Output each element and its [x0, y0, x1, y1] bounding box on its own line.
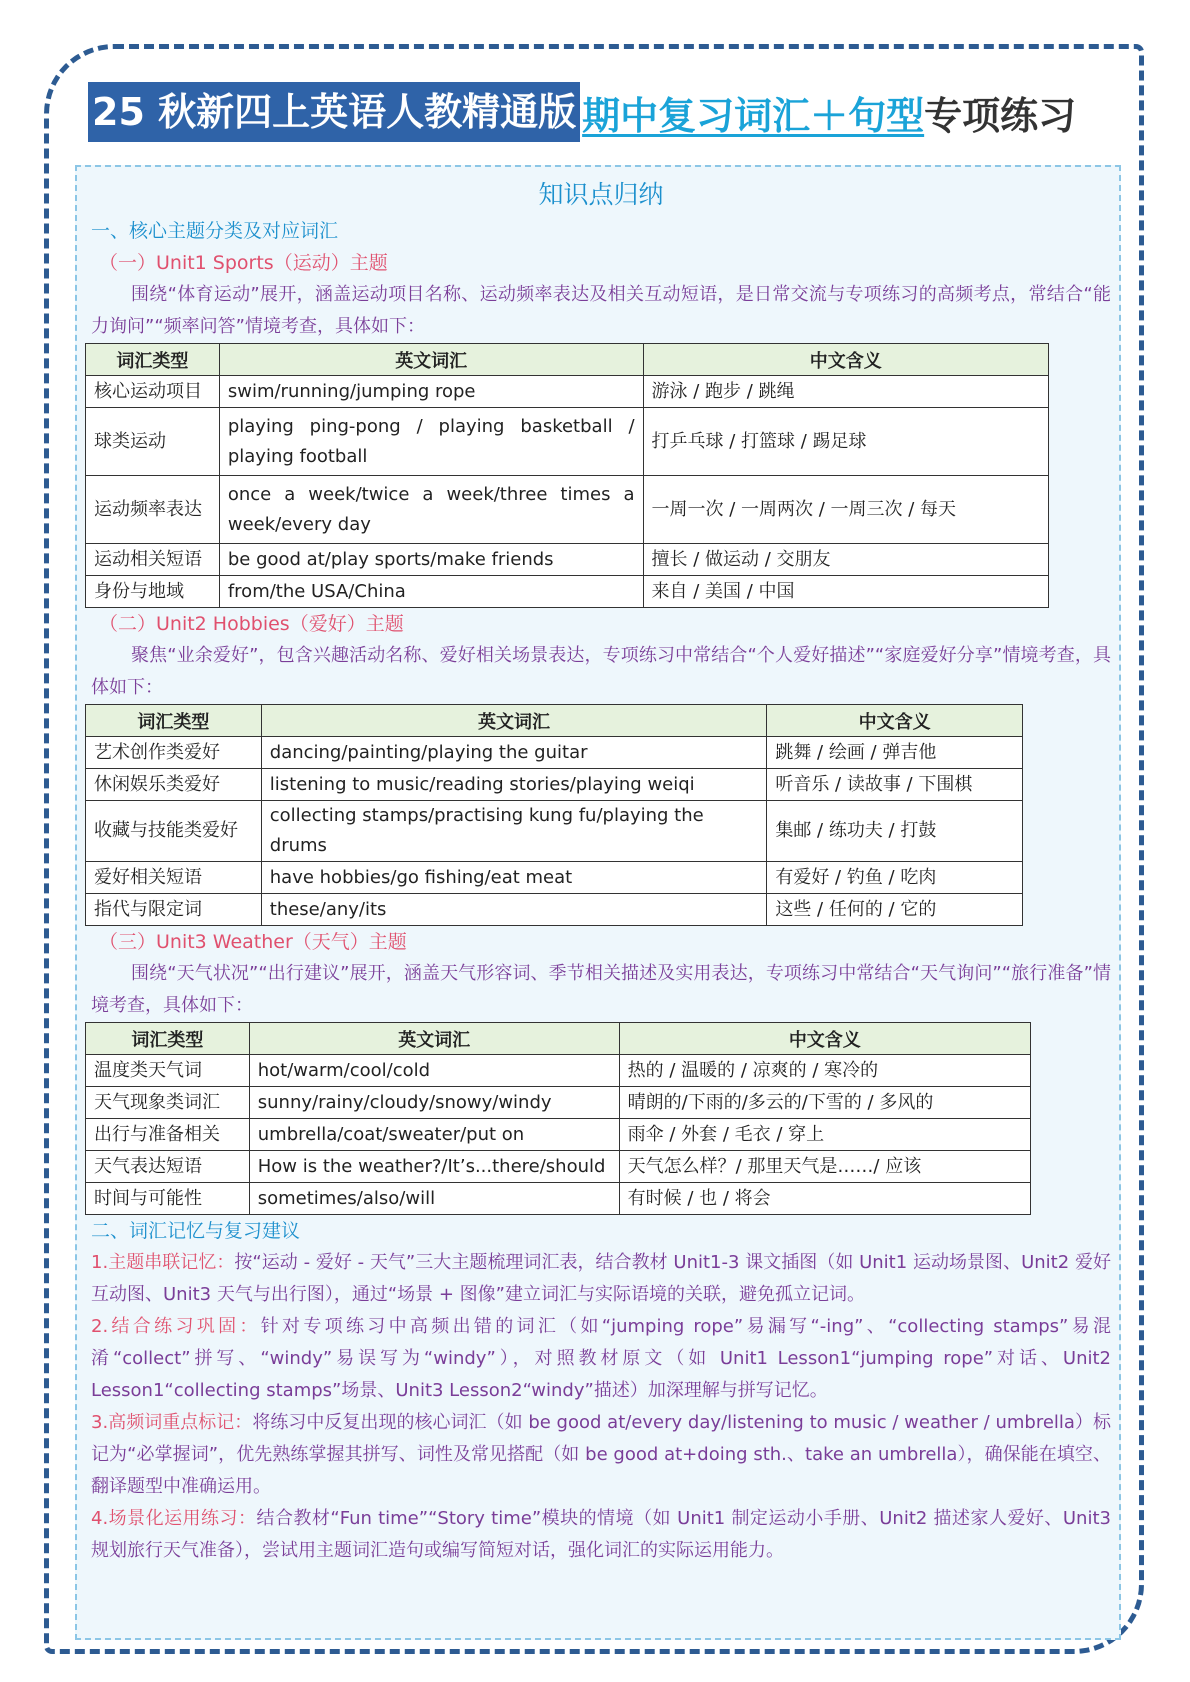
- table-row: [86, 1055, 1031, 1087]
- table-cell: 这些 / 任何的 / 它的: [767, 894, 1023, 926]
- unit3-title: （三）Unit3 Weather（天气）主题: [99, 931, 407, 953]
- table-cell: collecting stamps/practising kung fu/playing the drums: [261, 801, 767, 862]
- table-cell: hot/warm/cool/cold: [249, 1055, 619, 1087]
- table-header: 中文含义: [767, 705, 1023, 737]
- section-heading: 知识点归纳: [538, 180, 664, 209]
- content-panel: [75, 165, 1121, 1640]
- table-cell: 温度类天气词: [86, 1055, 250, 1087]
- table-cell: 天气表达短语: [86, 1151, 250, 1183]
- table-row: [86, 1151, 1031, 1183]
- table-cell: 身份与地域: [86, 576, 220, 608]
- table-cell: sometimes/also/will: [249, 1183, 619, 1215]
- tip-label: 1.主题串联记忆：: [91, 1252, 235, 1273]
- table-cell: 核心运动项目: [86, 376, 220, 408]
- table-cell: 有爱好 / 钓鱼 / 吃肉: [767, 862, 1023, 894]
- table-cell: 运动频率表达: [86, 476, 220, 544]
- table-cell: 听音乐 / 读故事 / 下围棋: [767, 769, 1023, 801]
- table-cell: 一周一次 / 一周两次 / 一周三次 / 每天: [643, 476, 1048, 544]
- review-tip-1: [91, 1247, 1111, 1311]
- table-cell: 热的 / 温暖的 / 凉爽的 / 寒冷的: [619, 1055, 1030, 1087]
- table-row: [86, 544, 1049, 576]
- table-cell: 收藏与技能类爱好: [86, 801, 262, 862]
- table-cell: 天气现象类词汇: [86, 1087, 250, 1119]
- table-row: [86, 769, 1023, 801]
- table-cell: 艺术创作类爱好: [86, 737, 262, 769]
- table-header: 中文含义: [643, 344, 1048, 376]
- table-cell: listening to music/reading stories/playing weiqi: [261, 769, 767, 801]
- table-cell: playing ping-pong / playing basketball / playing football: [219, 408, 643, 476]
- unit1-title: （一）Unit1 Sports（运动）主题: [99, 252, 388, 274]
- unit2-title: （二）Unit2 Hobbies（爱好）主题: [99, 613, 404, 635]
- table-row: [86, 1119, 1031, 1151]
- table-header: 英文词汇: [219, 344, 643, 376]
- table-cell: 晴朗的/下雨的/多云的/下雪的 / 多风的: [619, 1087, 1030, 1119]
- tip-text: 将练习中反复出现的核心词汇（如 be good at/every day/listening to music / weather / umbrella）标记为“必掌握词”，优先熟练掌握其拼写、词性及常见搭配（如 be good at+doing sth.、take an umbrella），确保能在填空、翻译题型中准确运用。: [91, 1412, 1111, 1497]
- table-header: 中文含义: [619, 1023, 1030, 1055]
- table-row: [86, 737, 1023, 769]
- review-tip-4: [91, 1503, 1111, 1567]
- table-header: 英文词汇: [249, 1023, 619, 1055]
- section1-title: 一、核心主题分类及对应词汇: [91, 220, 339, 242]
- unit1-intro: 围绕“体育运动”展开，涵盖运动项目名称、运动频率表达及相关互动短语，是日常交流与专项练习的高频考点，常结合“能力询问”“频率问答”情境考查，具体如下：: [91, 284, 1111, 337]
- table-cell: 打乒乓球 / 打篮球 / 踢足球: [643, 408, 1048, 476]
- table-cell: 时间与可能性: [86, 1183, 250, 1215]
- table-cell: 集邮 / 练功夫 / 打鼓: [767, 801, 1023, 862]
- table-cell: once a week/twice a week/three times a week/every day: [219, 476, 643, 544]
- table-cell: 跳舞 / 绘画 / 弹吉他: [767, 737, 1023, 769]
- table-row: [86, 894, 1023, 926]
- table-header: 英文词汇: [261, 705, 767, 737]
- table-row: [86, 801, 1023, 862]
- table-cell: these/any/its: [261, 894, 767, 926]
- unit1-table: [85, 343, 1049, 608]
- table-header-row: [86, 344, 1049, 376]
- table-cell: from/the USA/China: [219, 576, 643, 608]
- review-tip-2: [91, 1311, 1111, 1407]
- table-row: [86, 1183, 1031, 1215]
- tip-text: 针对专项练习中高频出错的词汇（如“jumping rope”易漏写“-ing”、“collecting stamps”易混淆“collect”拼写、“windy”易误写为“windy”），对照教材原文（如 Unit1 Lesson1“jumping rope”对话、Unit2 Lesson1“collecting stamps”场景、Unit3 Lesson2“windy”描述）加深理解与拼写记忆。: [91, 1316, 1111, 1401]
- table-cell: 球类运动: [86, 408, 220, 476]
- table-row: [86, 1087, 1031, 1119]
- tip-text: 按“运动 - 爱好 - 天气”三大主题梳理词汇表，结合教材 Unit1-3 课文插图（如 Unit1 运动场景图、Unit2 爱好互动图、Unit3 天气与出行图），通过“场景 + 图像”建立词汇与实际语境的关联，避免孤立记词。: [91, 1252, 1111, 1305]
- tip-label: 3.高频词重点标记：: [91, 1412, 253, 1433]
- table-cell: How is the weather?/It’s...there/should: [249, 1151, 619, 1183]
- table-header-row: [86, 1023, 1031, 1055]
- table-row: [86, 576, 1049, 608]
- table-cell: 天气怎么样？/ 那里天气是……/ 应该: [619, 1151, 1030, 1183]
- title-part-3: 专项练习: [924, 93, 1077, 138]
- table-cell: 擅长 / 做运动 / 交朋友: [643, 544, 1048, 576]
- title-part-1: 25 秋新四上英语人教精通版: [88, 82, 580, 142]
- table-cell: be good at/play sports/make friends: [219, 544, 643, 576]
- table-row: [86, 408, 1049, 476]
- table-cell: 雨伞 / 外套 / 毛衣 / 穿上: [619, 1119, 1030, 1151]
- table-header-row: [86, 705, 1023, 737]
- table-cell: sunny/rainy/cloudy/snowy/windy: [249, 1087, 619, 1119]
- table-header: 词汇类型: [86, 1023, 250, 1055]
- table-cell: 有时候 / 也 / 将会: [619, 1183, 1030, 1215]
- review-tip-3: [91, 1407, 1111, 1503]
- table-cell: 运动相关短语: [86, 544, 220, 576]
- table-cell: 爱好相关短语: [86, 862, 262, 894]
- tip-text: 结合教材“Fun time”“Story time”模块的情境（如 Unit1 制定运动小手册、Unit2 描述家人爱好、Unit3 规划旅行天气准备），尝试用主题词汇造句或编写简短对话，强化词汇的实际运用能力。: [91, 1508, 1111, 1561]
- tip-label: 4.场景化运用练习：: [91, 1508, 257, 1529]
- page-title: [88, 80, 1076, 144]
- unit3-intro: 围绕“天气状况”“出行建议”展开，涵盖天气形容词、季节相关描述及实用表达，专项练习中常结合“天气询问”“旅行准备”情境考查，具体如下：: [91, 963, 1111, 1016]
- unit2-intro: 聚焦“业余爱好”，包含兴趣活动名称、爱好相关场景表达，专项练习中常结合“个人爱好描述”“家庭爱好分享”情境考查，具体如下：: [91, 645, 1111, 698]
- table-header: 词汇类型: [86, 705, 262, 737]
- table-row: [86, 862, 1023, 894]
- unit2-table: [85, 704, 1023, 926]
- title-part-2: 期中复习词汇＋句型: [582, 93, 925, 138]
- section2-title: 二、词汇记忆与复习建议: [91, 1220, 301, 1242]
- table-cell: dancing/painting/playing the guitar: [261, 737, 767, 769]
- table-cell: 来自 / 美国 / 中国: [643, 576, 1048, 608]
- table-cell: 出行与准备相关: [86, 1119, 250, 1151]
- table-row: [86, 376, 1049, 408]
- table-cell: have hobbies/go fishing/eat meat: [261, 862, 767, 894]
- table-header: 词汇类型: [86, 344, 220, 376]
- table-row: [86, 476, 1049, 544]
- table-cell: 游泳 / 跑步 / 跳绳: [643, 376, 1048, 408]
- table-cell: 指代与限定词: [86, 894, 262, 926]
- unit3-table: [85, 1022, 1031, 1215]
- tip-label: 2.结合练习巩固：: [91, 1316, 261, 1337]
- table-cell: umbrella/coat/sweater/put on: [249, 1119, 619, 1151]
- table-cell: swim/running/jumping rope: [219, 376, 643, 408]
- table-cell: 休闲娱乐类爱好: [86, 769, 262, 801]
